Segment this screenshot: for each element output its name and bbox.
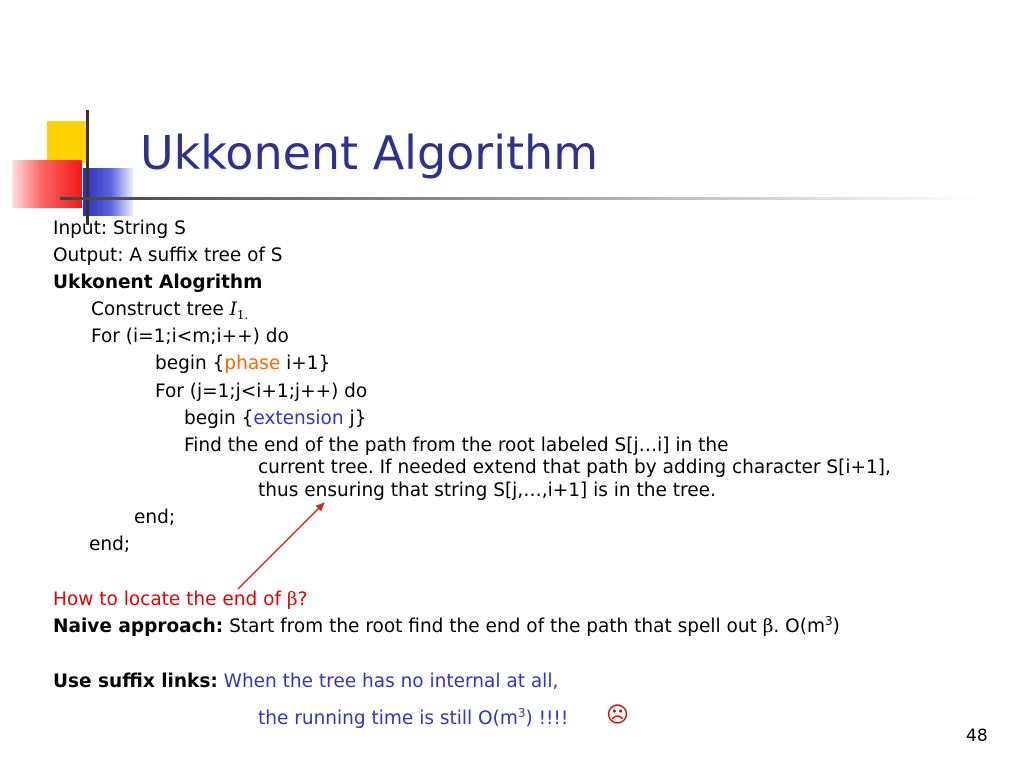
find-line-1: Find the end of the path from the root labeled S[j…i] in the (184, 435, 729, 456)
naive-complexity-suffix: ) (832, 616, 840, 637)
end-inner-line: end; (134, 507, 176, 528)
construct-text: Construct tree (91, 299, 230, 320)
slide-title: Ukkonent Algorithm (140, 126, 599, 180)
running-time-exponent: 3 (517, 705, 526, 720)
question-beta-symbol: β (286, 589, 298, 610)
suffix-links-label: Use suffix links: (53, 671, 218, 692)
naive-approach-text: Start from the root find the end of the path that spell out (223, 616, 763, 637)
arrow-line (238, 503, 324, 589)
page-number: 48 (966, 726, 988, 746)
for-j-line: For (j=1;j<i+1;j++) do (155, 381, 368, 402)
extension-keyword: extension (253, 408, 344, 429)
begin-extension-prefix: begin { (184, 408, 254, 429)
naive-complexity-exponent: 3 (824, 613, 833, 628)
input-line: Input: String S (53, 218, 186, 239)
phase-keyword: phase (224, 353, 281, 374)
suffix-links-text: When the tree has no internal at all, (217, 671, 559, 692)
begin-phase-suffix: i+1} (280, 353, 331, 374)
sad-face-icon: ☹ (606, 703, 629, 728)
begin-extension-suffix: j} (343, 408, 367, 429)
end-outer-line: end; (89, 534, 131, 555)
find-line-3: thus ensuring that string S[j,…,i+1] is in the tree. (258, 480, 716, 501)
question-text: How to locate the end of (53, 589, 287, 610)
naive-complexity-prefix: . O(m (773, 616, 825, 637)
find-line-2: current tree. If needed extend that path by adding character S[i+1], (258, 457, 891, 478)
for-i-line: For (i=1;i<m;i++) do (91, 326, 289, 347)
naive-approach-label: Naive approach: (53, 616, 224, 637)
construct-math-symbol: I (229, 299, 237, 320)
construct-math-subscript: 1. (236, 308, 249, 322)
question-mark: ? (297, 589, 308, 610)
running-time-prefix: the running time is still O(m (258, 708, 518, 729)
running-time-suffix: ) !!!! (525, 708, 569, 729)
output-line: Output: A suffix tree of S (53, 245, 283, 266)
algorithm-heading: Ukkonent Alogrithm (53, 272, 263, 293)
naive-beta-symbol: β (762, 616, 774, 637)
begin-phase-prefix: begin { (155, 353, 225, 374)
